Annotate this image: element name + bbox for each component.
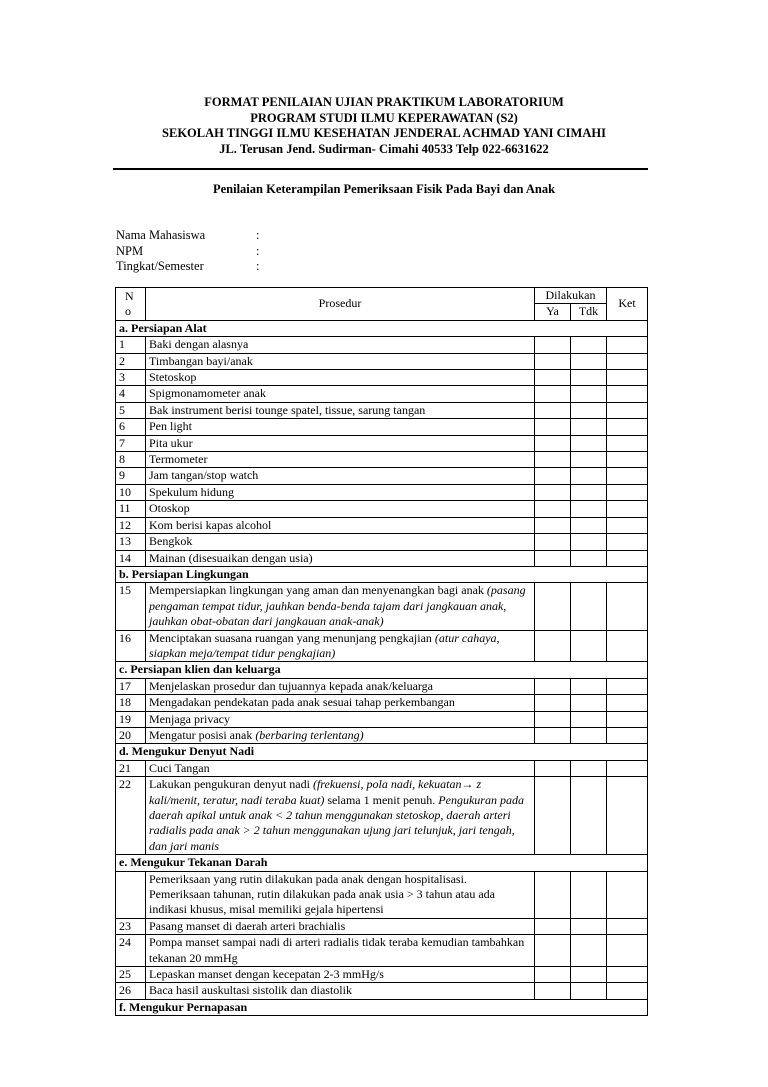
procedure-number: 1	[116, 337, 146, 353]
checkbox-ket[interactable]	[607, 630, 648, 662]
checkbox-ya[interactable]	[535, 468, 571, 484]
checkbox-ya[interactable]	[535, 678, 571, 694]
procedure-row	[116, 777, 648, 855]
checkbox-ya[interactable]	[535, 918, 571, 934]
section-title: d. Mengukur Denyut Nadi	[116, 744, 648, 760]
checkbox-ket[interactable]	[607, 711, 648, 727]
procedure-number: 15	[116, 583, 146, 630]
checkbox-tdk[interactable]	[571, 583, 607, 630]
checkbox-ket[interactable]	[607, 760, 648, 776]
procedure-number: 9	[116, 468, 146, 484]
checkbox-ya[interactable]	[535, 727, 571, 743]
procedure-number: 3	[116, 370, 146, 386]
checkbox-tdk[interactable]	[571, 484, 607, 500]
procedure-row	[116, 967, 648, 983]
section-title: a. Persiapan Alat	[116, 320, 648, 336]
checkbox-ya[interactable]	[535, 967, 571, 983]
checkbox-ya[interactable]	[535, 760, 571, 776]
assessment-table	[115, 287, 648, 1016]
checkbox-ket[interactable]	[607, 517, 648, 533]
student-identity	[116, 228, 259, 275]
procedure-row	[116, 630, 648, 662]
procedure-row	[116, 386, 648, 402]
identity-value[interactable]: :	[256, 228, 260, 242]
procedure-text: Termometer	[146, 452, 535, 468]
section-row	[116, 855, 648, 871]
checkbox-ket[interactable]	[607, 695, 648, 711]
checkbox-ya[interactable]	[535, 711, 571, 727]
checkbox-tdk[interactable]	[571, 550, 607, 566]
procedure-number	[116, 871, 146, 918]
checkbox-tdk[interactable]	[571, 517, 607, 533]
checkbox-tdk[interactable]	[571, 370, 607, 386]
procedure-number: 25	[116, 967, 146, 983]
procedure-text: Jam tangan/stop watch	[146, 468, 535, 484]
procedure-text: Cuci Tangan	[146, 760, 535, 776]
procedure-text: Timbangan bayi/anak	[146, 353, 535, 369]
procedure-text: Pemeriksaan yang rutin dilakukan pada anak dengan hospitalisasi. Pemeriksaan tahunan, rutin dilakukan pada anak usia > 3 tahun atau ada indikasi khusus, misal memiliki gejala hipertensi	[146, 871, 535, 918]
checkbox-ya[interactable]	[535, 370, 571, 386]
procedure-number: 10	[116, 484, 146, 500]
checkbox-ya[interactable]	[535, 402, 571, 418]
checkbox-ya[interactable]	[535, 777, 571, 855]
procedure-number: 2	[116, 353, 146, 369]
section-row	[116, 744, 648, 760]
header-line-4: JL. Terusan Jend. Sudirman- Cimahi 40533 Telp 022-6631622	[219, 141, 549, 156]
checkbox-ya[interactable]	[535, 583, 571, 630]
procedure-number: 11	[116, 501, 146, 517]
header-divider	[113, 168, 648, 170]
checkbox-ya[interactable]	[535, 534, 571, 550]
column-header-dilakukan: Dilakukan	[535, 288, 607, 304]
checkbox-tdk[interactable]	[571, 452, 607, 468]
checkbox-ket[interactable]	[607, 452, 648, 468]
checkbox-ya[interactable]	[535, 452, 571, 468]
checkbox-tdk[interactable]	[571, 678, 607, 694]
checkbox-ket[interactable]	[607, 678, 648, 694]
procedure-number: 7	[116, 435, 146, 451]
procedure-text: Mainan (disesuaikan dengan usia)	[146, 550, 535, 566]
checkbox-ket[interactable]	[607, 419, 648, 435]
checkbox-ya[interactable]	[535, 517, 571, 533]
procedure-row	[116, 711, 648, 727]
checkbox-ya[interactable]	[535, 501, 571, 517]
procedure-number: 22	[116, 777, 146, 855]
section-row	[116, 999, 648, 1015]
procedure-text: Pasang manset di daerah arteri brachialis	[146, 918, 535, 934]
section-title: b. Persiapan Lingkungan	[116, 566, 648, 582]
column-header-ya: Ya	[535, 304, 571, 320]
procedure-text: Mengadakan pendekatan pada anak sesuai tahap perkembangan	[146, 695, 535, 711]
column-header-no: N o	[116, 288, 146, 321]
procedure-row	[116, 935, 648, 967]
header-line-2: PROGRAM STUDI ILMU KEPERAWATAN (S2)	[250, 110, 518, 125]
procedure-number: 4	[116, 386, 146, 402]
document-header	[0, 95, 768, 157]
column-header-ket: Ket	[607, 288, 648, 321]
checkbox-ya[interactable]	[535, 935, 571, 967]
procedure-text: Menjelaskan prosedur dan tujuannya kepada anak/keluarga	[146, 678, 535, 694]
checkbox-ket[interactable]	[607, 550, 648, 566]
procedure-number: 14	[116, 550, 146, 566]
checkbox-ya[interactable]	[535, 630, 571, 662]
procedure-number: 23	[116, 918, 146, 934]
procedure-text: Menciptakan suasana ruangan yang menunjang pengkajian (atur cahaya, siapkan meja/tempat tidur pengkajian)	[146, 630, 535, 662]
checkbox-tdk[interactable]	[571, 918, 607, 934]
checkbox-ya[interactable]	[535, 337, 571, 353]
procedure-row	[116, 419, 648, 435]
procedure-number: 18	[116, 695, 146, 711]
identity-label: Nama Mahasiswa	[116, 228, 206, 242]
checkbox-tdk[interactable]	[571, 935, 607, 967]
checkbox-ya[interactable]	[535, 353, 571, 369]
checkbox-ket[interactable]	[607, 337, 648, 353]
procedure-number: 19	[116, 711, 146, 727]
procedure-row	[116, 353, 648, 369]
procedure-row	[116, 534, 648, 550]
header-line-1: FORMAT PENILAIAN UJIAN PRAKTIKUM LABORATORIUM	[204, 95, 564, 109]
procedure-text: Otoskop	[146, 501, 535, 517]
checkbox-ya[interactable]	[535, 695, 571, 711]
checkbox-tdk[interactable]	[571, 435, 607, 451]
checkbox-tdk[interactable]	[571, 402, 607, 418]
checkbox-ya[interactable]	[535, 419, 571, 435]
procedure-text: Menjaga privacy	[146, 711, 535, 727]
procedure-text: Pen light	[146, 419, 535, 435]
procedure-row	[116, 517, 648, 533]
checkbox-ket[interactable]	[607, 583, 648, 630]
section-title: c. Persiapan klien dan keluarga	[116, 662, 648, 678]
procedure-text: Bengkok	[146, 534, 535, 550]
section-row	[116, 566, 648, 582]
procedure-row	[116, 695, 648, 711]
procedure-row	[116, 501, 648, 517]
procedure-text: Baki dengan alasnya	[146, 337, 535, 353]
checkbox-ket[interactable]	[607, 918, 648, 934]
procedure-row	[116, 983, 648, 999]
checkbox-ket[interactable]	[607, 534, 648, 550]
identity-label: NPM	[116, 243, 144, 258]
checkbox-ket[interactable]	[607, 386, 648, 402]
header-line-3: SEKOLAH TINGGI ILMU KESEHATAN JENDERAL ACHMAD YANI CIMAHI	[162, 126, 606, 140]
checkbox-tdk[interactable]	[571, 695, 607, 711]
procedure-row	[116, 435, 648, 451]
identity-value[interactable]: :	[256, 243, 260, 258]
checkbox-ket[interactable]	[607, 983, 648, 999]
checkbox-ket[interactable]	[607, 871, 648, 918]
identity-row-name	[116, 228, 259, 244]
identity-label: Tingkat/Semester	[116, 259, 204, 273]
procedure-text: Pompa manset sampai nadi di arteri radialis tidak teraba kemudian tambahkan tekanan 20 mmHg	[146, 935, 535, 967]
checkbox-ket[interactable]	[607, 435, 648, 451]
procedure-text: Spigmonamometer anak	[146, 386, 535, 402]
procedure-text: Bak instrument berisi tounge spatel, tissue, sarung tangan	[146, 402, 535, 418]
procedure-number: 21	[116, 760, 146, 776]
section-row	[116, 662, 648, 678]
checkbox-tdk[interactable]	[571, 967, 607, 983]
checkbox-tdk[interactable]	[571, 777, 607, 855]
checkbox-tdk[interactable]	[571, 386, 607, 402]
checkbox-ya[interactable]	[535, 484, 571, 500]
procedure-number: 12	[116, 517, 146, 533]
table-body	[116, 320, 648, 1015]
procedure-number: 17	[116, 678, 146, 694]
checkbox-ya[interactable]	[535, 550, 571, 566]
checkbox-tdk[interactable]	[571, 337, 607, 353]
checkbox-ket[interactable]	[607, 727, 648, 743]
checkbox-tdk[interactable]	[571, 534, 607, 550]
procedure-number: 6	[116, 419, 146, 435]
procedure-number: 20	[116, 727, 146, 743]
form-subtitle: Penilaian Keterampilan Pemeriksaan Fisik Pada Bayi dan Anak	[212, 182, 556, 196]
checkbox-tdk[interactable]	[571, 711, 607, 727]
procedure-text: Kom berisi kapas alcohol	[146, 517, 535, 533]
checkbox-ket[interactable]	[607, 353, 648, 369]
checkbox-ket[interactable]	[607, 777, 648, 855]
procedure-row	[116, 402, 648, 418]
procedure-row	[116, 727, 648, 743]
procedure-row	[116, 370, 648, 386]
procedure-text: Pita ukur	[146, 435, 535, 451]
procedure-number: 16	[116, 630, 146, 662]
identity-row-npm	[116, 244, 259, 260]
checkbox-tdk[interactable]	[571, 871, 607, 918]
identity-value[interactable]: :	[256, 259, 260, 273]
section-title: f. Mengukur Pernapasan	[116, 999, 648, 1015]
procedure-number: 24	[116, 935, 146, 967]
checkbox-ket[interactable]	[607, 967, 648, 983]
checkbox-ya[interactable]	[535, 871, 571, 918]
checkbox-tdk[interactable]	[571, 501, 607, 517]
procedure-row	[116, 484, 648, 500]
checkbox-tdk[interactable]	[571, 419, 607, 435]
checkbox-ket[interactable]	[607, 484, 648, 500]
procedure-text: Mempersiapkan lingkungan yang aman dan menyenangkan bagi anak (pasang pengaman tempat tidur, jauhkan benda-benda tajam dari jangkauan anak, jauhkan obat-obatan dari jangkauan anak-anak)	[146, 583, 535, 630]
procedure-row	[116, 550, 648, 566]
checkbox-tdk[interactable]	[571, 353, 607, 369]
procedure-row	[116, 468, 648, 484]
procedure-row	[116, 678, 648, 694]
checkbox-ya[interactable]	[535, 386, 571, 402]
identity-row-level	[116, 259, 259, 275]
table-header-row	[116, 288, 648, 304]
checkbox-ket[interactable]	[607, 402, 648, 418]
procedure-text: Baca hasil auskultasi sistolik dan diastolik	[146, 983, 535, 999]
section-row	[116, 320, 648, 336]
checkbox-ya[interactable]	[535, 435, 571, 451]
checkbox-ket[interactable]	[607, 370, 648, 386]
checkbox-ket[interactable]	[607, 935, 648, 967]
procedure-row	[116, 452, 648, 468]
procedure-number: 13	[116, 534, 146, 550]
procedure-row	[116, 918, 648, 934]
checkbox-tdk[interactable]	[571, 630, 607, 662]
procedure-row	[116, 871, 648, 918]
procedure-row	[116, 583, 648, 630]
checkbox-tdk[interactable]	[571, 983, 607, 999]
procedure-text: Spekulum hidung	[146, 484, 535, 500]
checkbox-ket[interactable]	[607, 501, 648, 517]
checkbox-tdk[interactable]	[571, 468, 607, 484]
procedure-row	[116, 760, 648, 776]
column-header-prosedur: Prosedur	[146, 288, 535, 321]
checkbox-ket[interactable]	[607, 468, 648, 484]
procedure-text: Lakukan pengukuran denyut nadi (frekuensi, pola nadi, kekuatan→ z kali/menit, teratur, nadi teraba kuat) selama 1 menit penuh. Pengukuran pada daerah apikal untuk anak < 2 tahun menggunakan stetoskop, daerah arteri radialis pada anak > 2 tahun menggunakan ujung jari telunjuk, jari tengah, dan jari manis	[146, 777, 535, 855]
procedure-row	[116, 337, 648, 353]
checkbox-tdk[interactable]	[571, 727, 607, 743]
procedure-text: Mengatur posisi anak (berbaring terlentang)	[146, 727, 535, 743]
procedure-text: Lepaskan manset dengan kecepatan 2-3 mmHg/s	[146, 967, 535, 983]
section-title: e. Mengukur Tekanan Darah	[116, 855, 648, 871]
checkbox-ya[interactable]	[535, 983, 571, 999]
column-header-tdk: Tdk	[571, 304, 607, 320]
procedure-number: 26	[116, 983, 146, 999]
procedure-number: 5	[116, 402, 146, 418]
procedure-text: Stetoskop	[146, 370, 535, 386]
procedure-number: 8	[116, 452, 146, 468]
checkbox-tdk[interactable]	[571, 760, 607, 776]
